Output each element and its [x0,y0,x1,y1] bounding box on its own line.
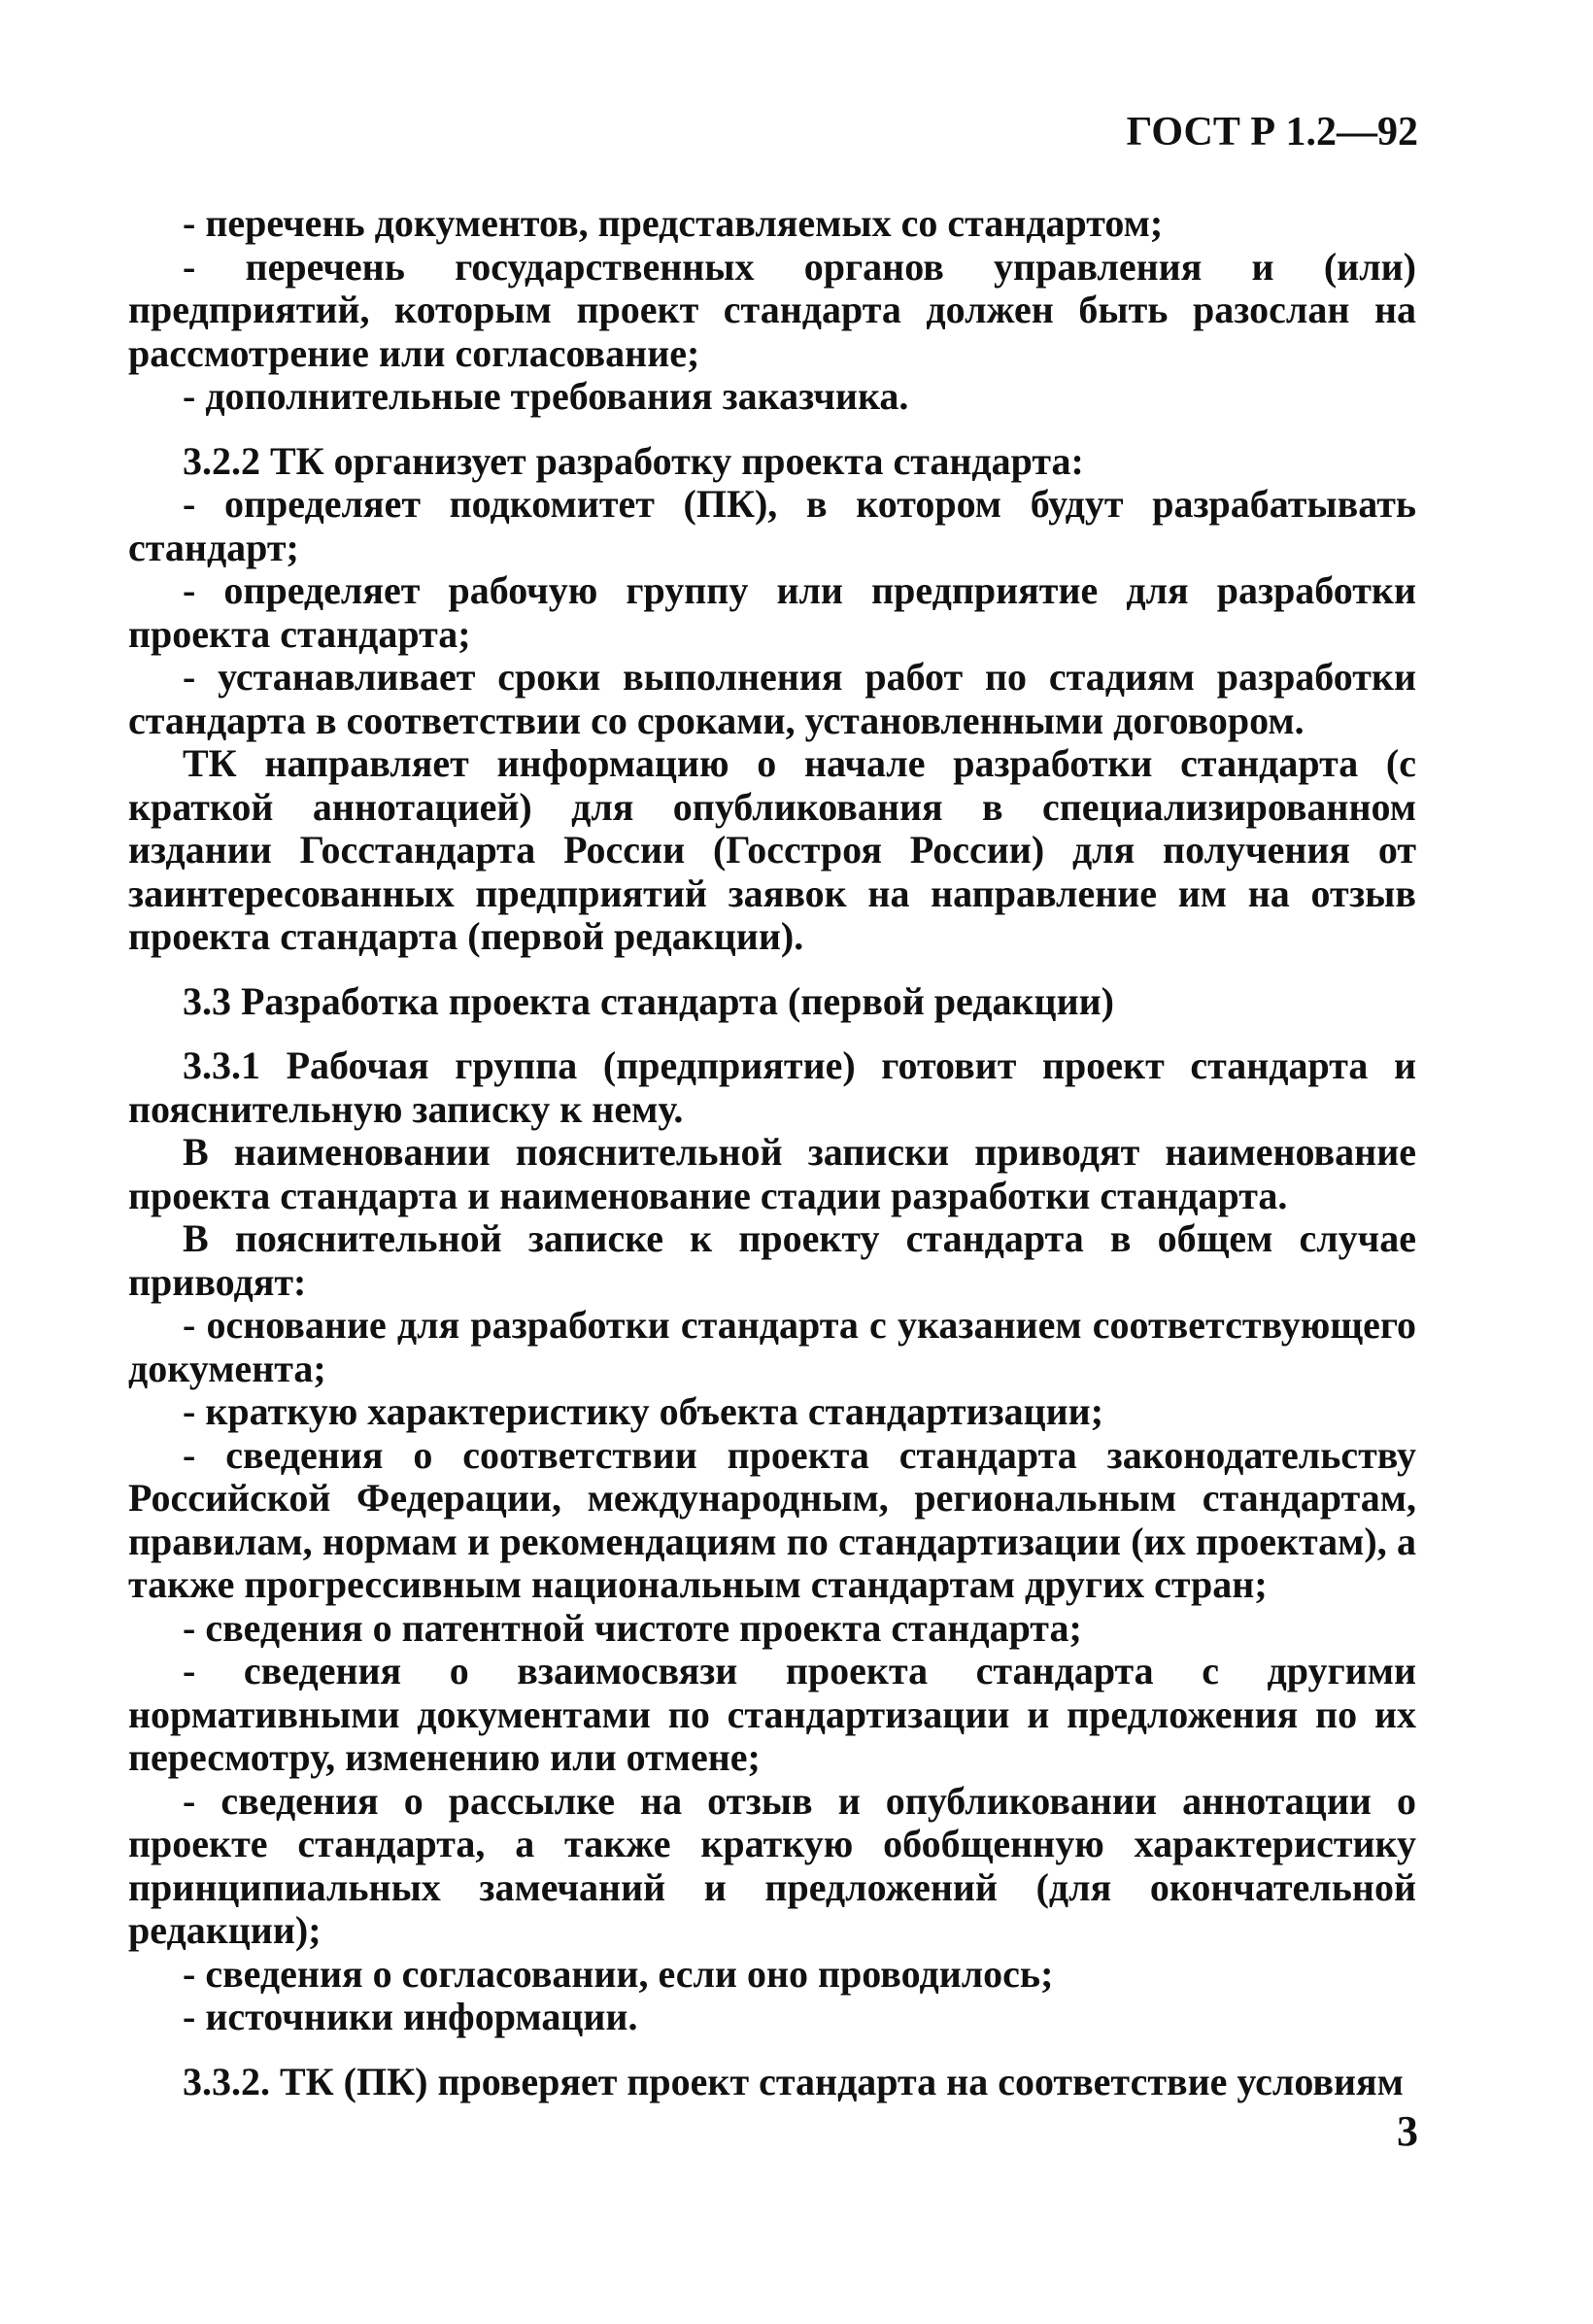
document-code-header: ГОСТ Р 1.2—92 [1126,110,1418,154]
clause-3-3-2: 3.3.2. ТК (ПК) проверяет проект стандарта на соответствие условиям [183,2059,1404,2103]
paragraph: В наименовании пояснительной записки приводят наименование проекта стандарта и наименование стадии разработки стандарта. [128,1130,1416,1217]
list-item: - сведения о патентной чистоте проекта стандарта; [183,1605,1082,1650]
list-item: - сведения о согласовании, если оно проводилось; [183,1951,1054,1996]
list-item: - определяет рабочую группу или предприятие для разработки проекта стандарта; [128,568,1416,656]
list-item: - сведения о соответствии проекта стандарта законодательству Российской Федерации, международным, региональным стандартам, правилам, нормам и рекомендациям по стандартизации (их проектам), а также прогрессивным национальным стандартам других стран; [128,1432,1416,1606]
list-item: - основание для разработки стандарта с указанием соответствующего документа; [128,1303,1416,1390]
clause-3-2-2: 3.2.2 ТК организует разработку проекта стандарта: [183,438,1084,483]
list-item: - сведения о рассылке на отзыв и опубликовании аннотации о проекте стандарта, а также краткую обобщенную характеристику принципиальных замечаний и предложений (для окончательной редакции); [128,1778,1416,1952]
list-item: - перечень государственных органов управления и (или) предприятий, которым проект стандарта должен быть разослан на рассмотрение или согласование; [128,244,1416,375]
list-item: - устанавливает сроки выполнения работ по стадиям разработки стандарта в соответствии со сроками, установленными договором. [128,655,1416,742]
list-item: - перечень документов, представляемых со стандартом; [183,201,1164,245]
list-item: - краткую характеристику объекта стандартизации; [183,1389,1104,1433]
section-heading-3-3: 3.3 Разработка проекта стандарта (первой редакции) [183,978,1115,1023]
paragraph: В пояснительной записке к проекту стандарта в общем случае приводят: [128,1216,1416,1304]
document-body [128,202,1416,2103]
clause-3-3-1: 3.3.1 Рабочая группа (предприятие) готовит проект стандарта и пояснительную записку к нему. [128,1043,1416,1131]
page-number: 3 [1397,2107,1418,2155]
list-item: - дополнительные требования заказчика. [183,374,909,418]
list-item: - сведения о взаимосвязи проекта стандарта с другими нормативными документами по стандартизации и предложения по их пересмотру, изменению или отмене; [128,1649,1416,1779]
list-item: - источники информации. [183,1995,638,2038]
paragraph: ТК направляет информацию о начале разработки стандарта (с краткой аннотацией) для опубликования в специализированном издании Госстандарта России (Госстроя России) для получения от заинтересованных предприятий заявок на направление им на отзыв проекта стандарта (первой редакции). [128,741,1416,958]
list-item: - определяет подкомитет (ПК), в котором будут разрабатывать стандарт; [128,482,1416,569]
